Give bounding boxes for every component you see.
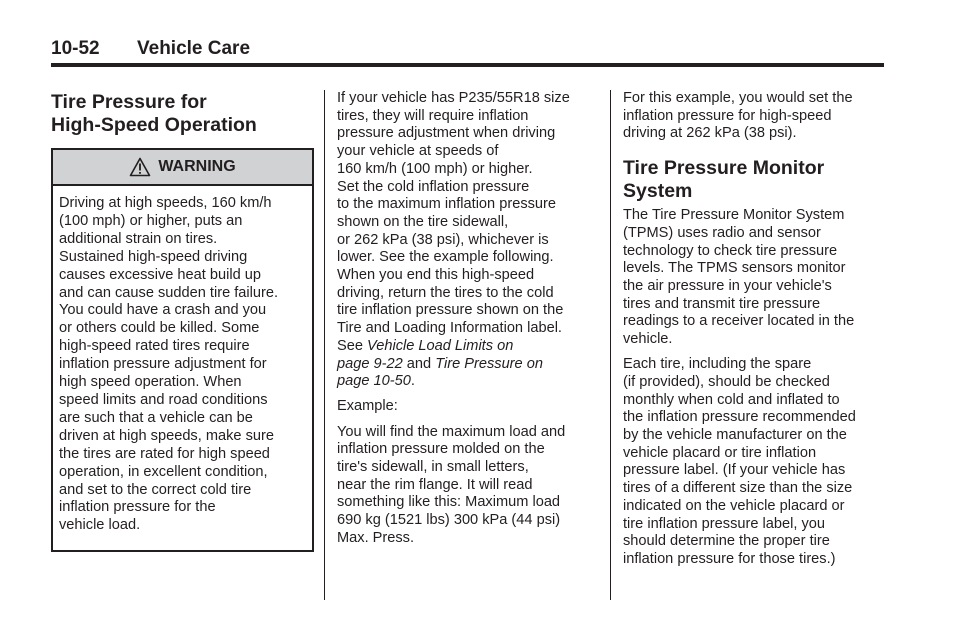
text-line: tires, they will require inflation <box>337 107 529 124</box>
text-line: inflation pressure molded on the <box>337 441 545 458</box>
text-line: and can cause sudden tire failure. <box>59 284 279 301</box>
paragraph-line <box>337 356 599 374</box>
text-line: Each tire, including the spare <box>623 356 812 373</box>
text-line: pressure label. (If your vehicle has <box>623 462 846 479</box>
column-3 <box>623 90 885 576</box>
text-line: Max. Press. <box>337 529 415 546</box>
text-line: vehicle load. <box>59 517 141 534</box>
text-line: operation, in excellent condition, <box>59 463 268 480</box>
text-line: Driving at high speeds, 160 km/h <box>59 195 272 211</box>
text-line: by the vehicle manufacturer on the <box>623 427 847 444</box>
text-line: (TPMS) uses radio and sensor <box>623 224 821 241</box>
text-line: inflation pressure for those tires.) <box>623 550 836 567</box>
text-line: something like this: Maximum load <box>337 494 561 511</box>
text-line: levels. The TPMS sensors monitor <box>623 260 846 277</box>
text-line: to the maximum inflation pressure <box>337 196 556 213</box>
header-rule <box>51 63 884 67</box>
text-line: The Tire Pressure Monitor System <box>623 207 845 224</box>
text-line: speed limits and road conditions <box>59 391 268 408</box>
text-line: monthly when cold and inflated to <box>623 391 840 408</box>
text-line: Tire and Loading Information label. <box>337 320 562 337</box>
text-line: are such that a vehicle can be <box>59 409 253 426</box>
page-header <box>51 38 884 66</box>
text-line: You could have a crash and you <box>59 302 267 319</box>
text-line: the air pressure in your vehicle's <box>623 277 832 294</box>
text-line: Set the cold inflation pressure <box>337 178 530 195</box>
paragraph-line <box>337 373 599 391</box>
warning-label: WARNING <box>158 158 236 175</box>
cross-reference: Vehicle Load Limits on <box>367 337 514 354</box>
text-line: tire's sidewall, in small letters, <box>337 459 529 476</box>
text-line: high speed operation. When <box>59 374 242 391</box>
text-line: driven at high speeds, make sure <box>59 427 274 444</box>
text-line: For this example, you would set the <box>623 90 853 106</box>
paragraph-tpms-intro <box>623 207 885 349</box>
text-line: inflation pressure for the <box>59 499 216 516</box>
text-line: high-speed rated tires require <box>59 338 250 355</box>
paragraph-example <box>337 424 599 548</box>
text-line: tires of a different size than the size <box>623 480 853 497</box>
paragraph-tpms-check <box>623 356 885 568</box>
heading-line: Tire Pressure Monitor <box>623 157 825 180</box>
text-line: If your vehicle has P235/55R18 size <box>337 90 570 106</box>
heading-high-speed <box>51 91 313 137</box>
section-title: Vehicle Care <box>137 38 251 59</box>
text-line: near the rim flange. It will read <box>337 476 533 493</box>
text-line: Sustained high-speed driving <box>59 248 248 265</box>
text-line: technology to check tire pressure <box>623 242 838 259</box>
text-line: causes excessive heat build up <box>59 266 262 283</box>
cross-reference: Tire Pressure on <box>435 355 543 372</box>
column-divider-1 <box>324 90 325 600</box>
warning-box <box>51 148 314 552</box>
text-line: 160 km/h (100 mph) or higher. <box>337 160 533 177</box>
text-line: shown on the tire sidewall, <box>337 213 509 230</box>
text-line: (if provided), should be checked <box>623 373 830 390</box>
text-line: and set to the correct cold tire <box>59 481 252 498</box>
text-line: your vehicle at speeds of <box>337 143 499 160</box>
text-line: lower. See the example following. <box>337 249 554 266</box>
text-line: the inflation pressure recommended <box>623 409 856 426</box>
heading-tpms <box>623 157 885 203</box>
warning-header <box>53 150 312 186</box>
text-line: or others could be killed. Some <box>59 320 260 337</box>
text-line: pressure adjustment when driving <box>337 125 556 142</box>
text-line: additional strain on tires. <box>59 230 218 247</box>
paragraph-example-result <box>623 90 885 143</box>
heading-line: High-Speed Operation <box>51 114 257 136</box>
text-line: should determine the proper tire <box>623 533 830 550</box>
text-line: indicated on the vehicle placard or <box>623 497 845 514</box>
heading-line: System <box>623 180 693 203</box>
text-line: tire inflation pressure label, you <box>623 515 825 532</box>
warning-triangle-icon <box>129 157 151 177</box>
text-line: inflation pressure for high-speed <box>623 107 832 124</box>
text-line: driving, return the tires to the cold <box>337 284 554 301</box>
cross-reference-page: page 10-50 <box>337 373 411 390</box>
warning-text <box>53 186 312 535</box>
text-line: driving at 262 kPa (38 psi). <box>623 125 797 142</box>
text-line: vehicle. <box>623 331 673 348</box>
text-line: or 262 kPa (38 psi), whichever is <box>337 231 549 248</box>
text-line: inflation pressure adjustment for <box>59 356 267 373</box>
see-text: See <box>337 337 368 354</box>
text-line: (100 mph) or higher, puts an <box>59 212 243 229</box>
text-line: the tires are rated for high speed <box>59 445 270 462</box>
cross-reference-page: page 9-22 <box>337 355 403 372</box>
column-2 <box>337 90 599 555</box>
text-line: tire inflation pressure shown on the <box>337 302 564 319</box>
example-label: Example: <box>337 398 398 415</box>
page-number: 10-52 <box>51 38 100 59</box>
period-text: . <box>410 373 415 390</box>
text-line: tires and transmit tire pressure <box>623 295 821 312</box>
text-line: readings to a receiver located in the <box>623 313 855 330</box>
paragraph-high-speed <box>337 90 599 391</box>
and-text: and <box>402 355 436 372</box>
text-line: 690 kg (1521 lbs) 300 kPa (44 psi) <box>337 512 561 529</box>
paragraph-line <box>337 338 599 356</box>
heading-line: Tire Pressure for <box>51 91 207 113</box>
text-line: When you end this high-speed <box>337 267 535 284</box>
text-line: vehicle placard or tire inflation <box>623 444 817 461</box>
text-line: You will find the maximum load and <box>337 423 566 440</box>
column-divider-2 <box>610 90 611 600</box>
